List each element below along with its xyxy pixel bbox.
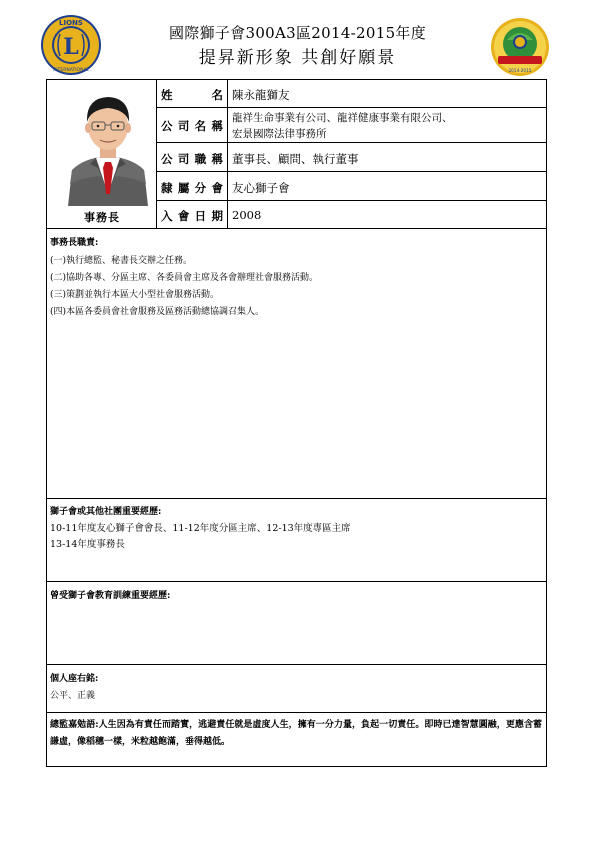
duty-item: (一)執行總監、秘書長交辦之任務。 [50, 256, 193, 266]
document-slogan: 提昇新形象 共創好願景 [198, 48, 397, 68]
governor-message-section [47, 713, 546, 768]
join-date-value: 2008 [228, 201, 546, 229]
member-portrait-photo [62, 84, 154, 206]
svg-text:INTERNATIONAL: INTERNATIONAL [52, 68, 90, 73]
svg-text:LIONS: LIONS [59, 19, 83, 27]
governor-message: 總監嘉勉語:人生因為有責任而踏實，逃避責任就是虛度人生，擁有一分力量，負起一切責任。即時已達智慧圓融，更應含蓄謙虛，像稻穗一樣，米粒越飽滿，垂得越低。 [50, 720, 542, 747]
training-title: 曾受獅子會教育訓練重要經歷: [50, 591, 171, 601]
profile-sheet [46, 79, 547, 767]
experience-title: 獅子會或其他社團重要經歷: [50, 507, 162, 517]
experience-line: 13-14年度事務長 [50, 539, 125, 550]
join-date-label: 入會日期 [157, 201, 228, 229]
document-title: 國際獅子會300A3區2014-2015年度 [168, 24, 427, 42]
district-emblem-logo [489, 16, 551, 78]
svg-text:L: L [63, 34, 79, 60]
experience-section [47, 499, 546, 582]
emblem-year: 2014-2015 [508, 68, 532, 73]
motto-title: 個人座右銘: [50, 674, 99, 684]
motto-text: 公平、正義 [50, 691, 96, 701]
name-label: 姓名 [157, 80, 228, 108]
duties-section [47, 229, 546, 499]
duty-item: (二)協助各專、分區主席、各委員會主席及各會辦理社會服務活動。 [50, 273, 319, 283]
company-name-label: 公司名稱 [157, 108, 228, 143]
duties-title: 事務長職責: [50, 238, 99, 248]
experience-line: 10-11年度友心獅子會會長、11-12年度分區主席、12-13年度專區主席 [50, 523, 351, 534]
club-label: 隸屬分會 [157, 172, 228, 201]
name-value: 陳永龍獅友 [228, 80, 546, 108]
duty-item: (三)策劃並執行本區大小型社會服務活動。 [50, 290, 220, 300]
company-name-value: 龍祥生命事業有公司、龍祥健康事業有限公司、 宏景國際法律事務所 [228, 108, 546, 143]
job-title-label: 公司職稱 [157, 143, 228, 172]
job-title-value: 董事長、顧問、執行董事 [228, 143, 546, 172]
duty-item: (四)本區各委員會社會服務及區務活動總協調召集人。 [50, 307, 265, 317]
club-value: 友心獅子會 [228, 172, 546, 201]
motto-section [47, 665, 546, 713]
training-section [47, 582, 546, 665]
photo-cell [47, 80, 157, 229]
position-title: 事務長 [84, 211, 120, 224]
